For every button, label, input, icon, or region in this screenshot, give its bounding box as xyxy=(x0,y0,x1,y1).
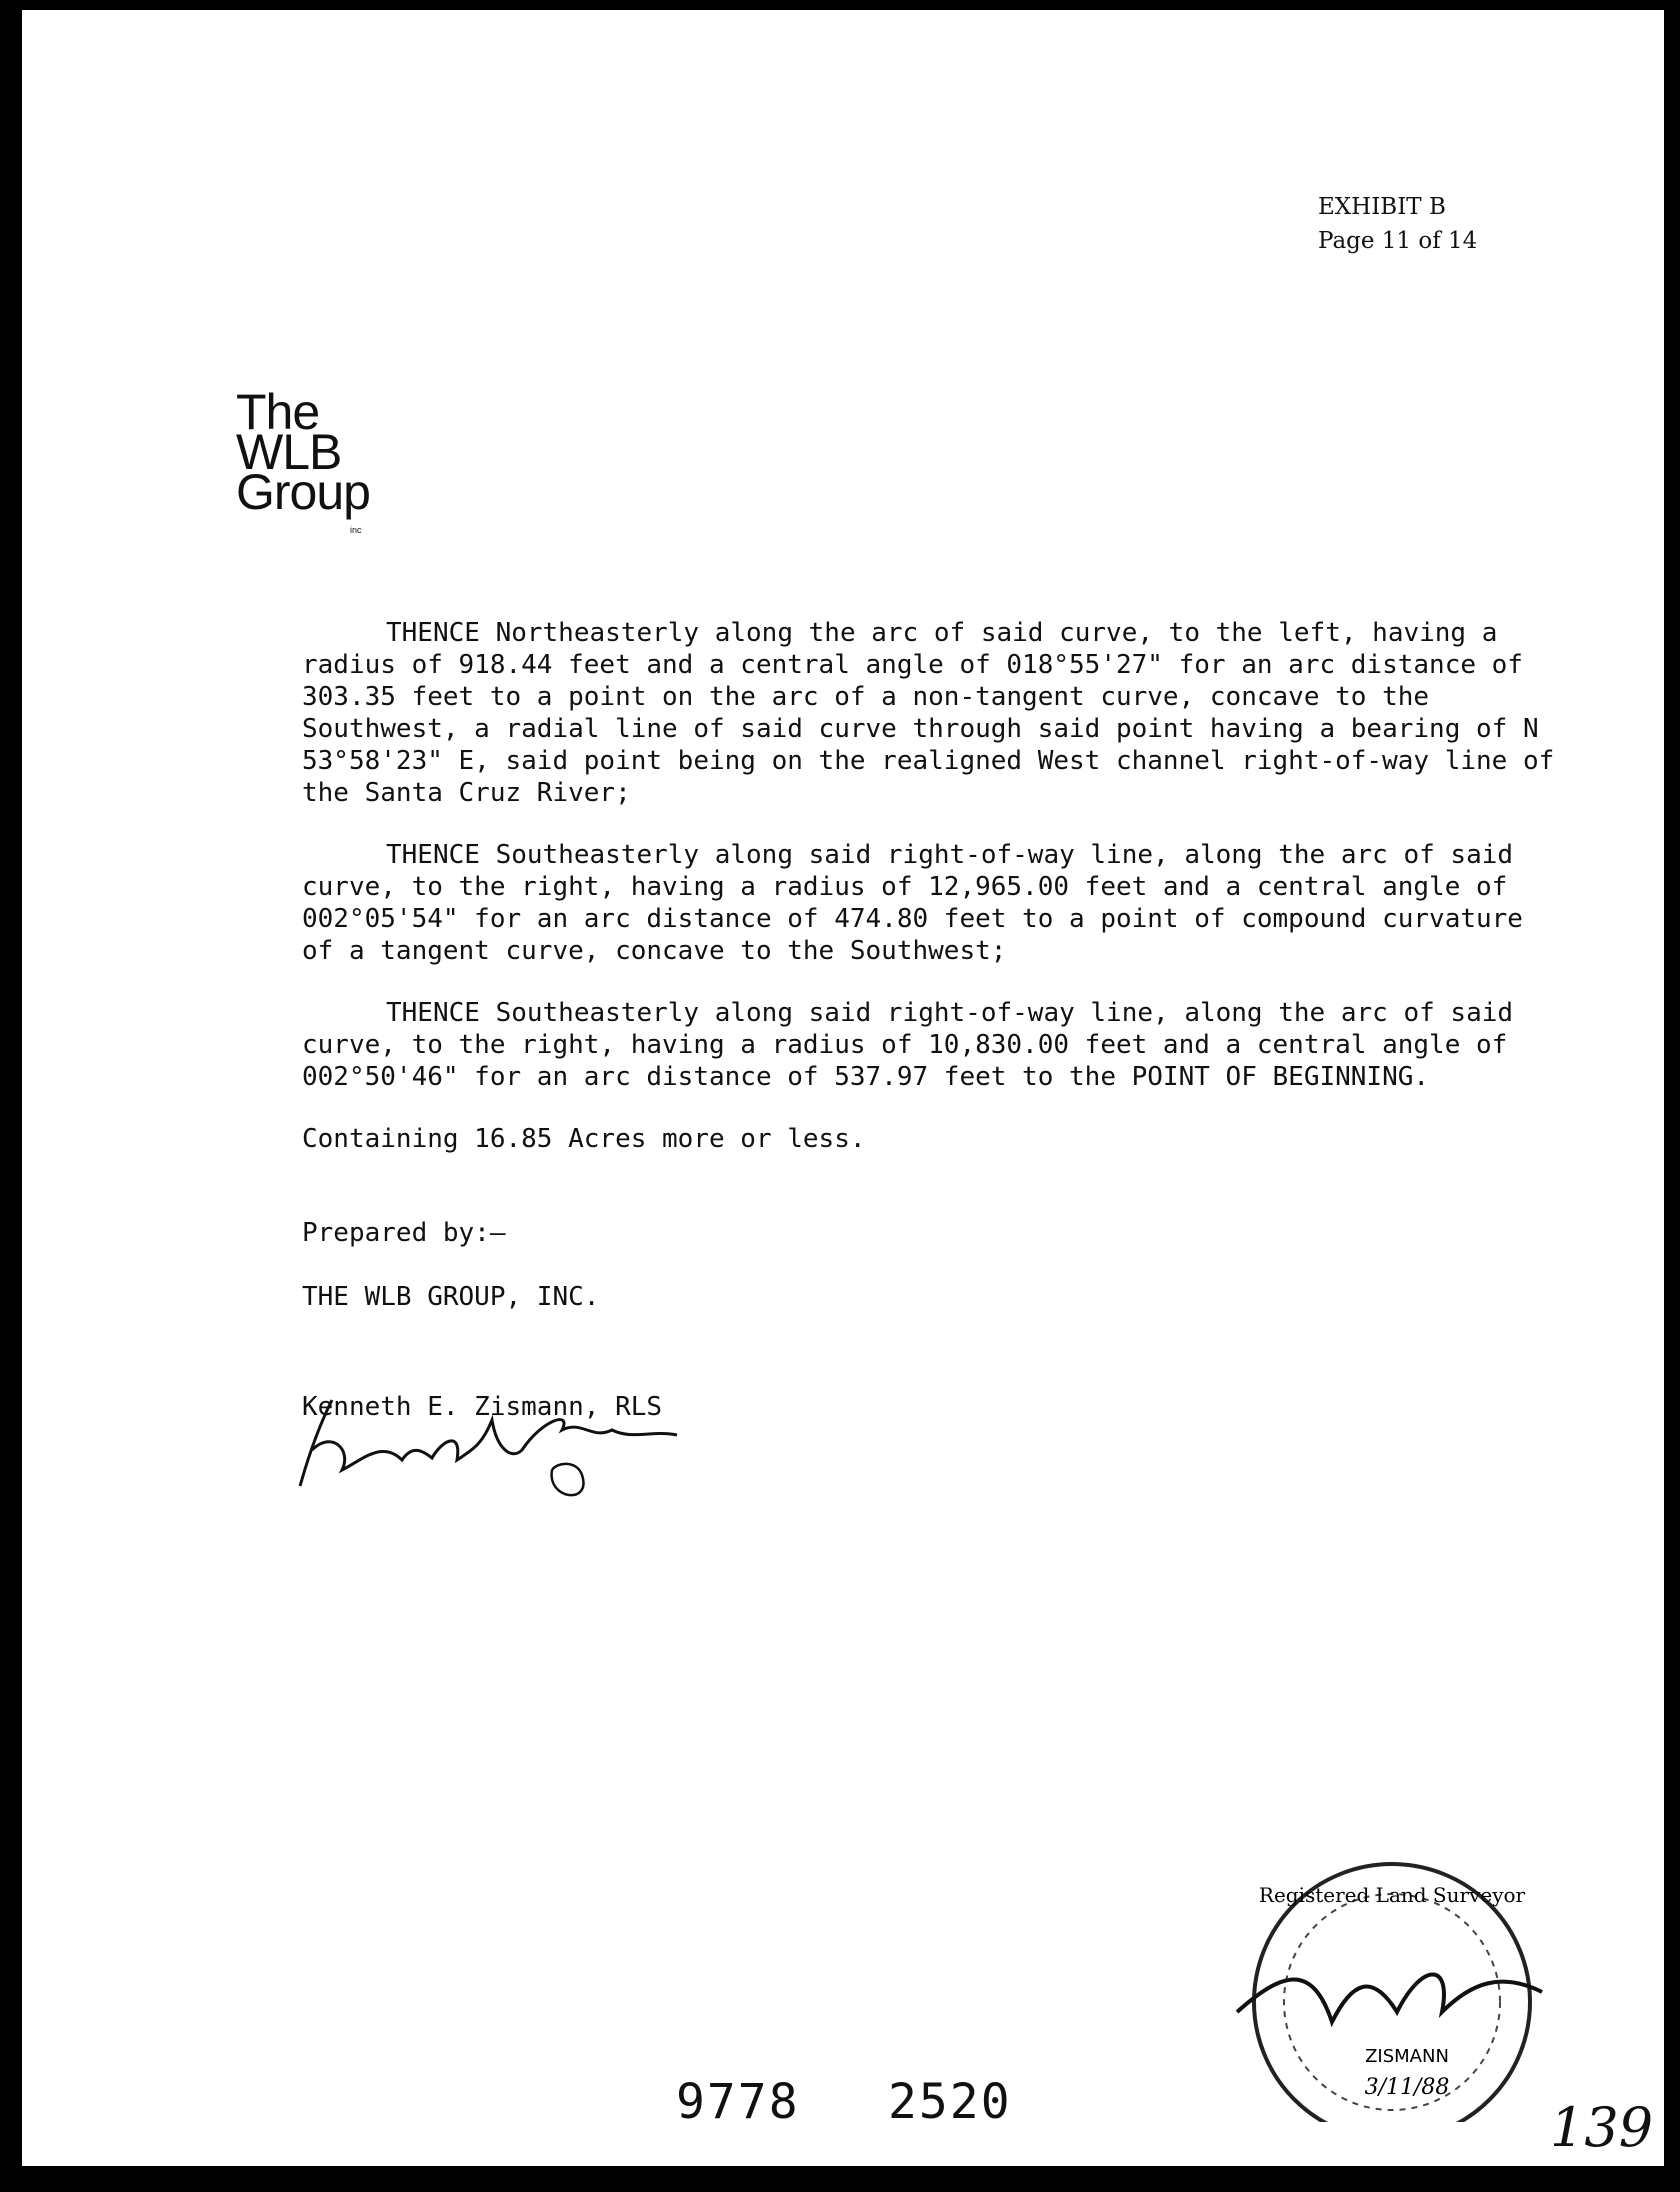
prepared-by-label: Prepared by:— xyxy=(302,1218,506,1248)
page-label: Page 11 of 14 xyxy=(1318,228,1478,254)
handwritten-page-number: 139 xyxy=(1550,2096,1654,2159)
company-logo xyxy=(236,384,370,535)
surveyor-seal xyxy=(1222,1862,1562,2122)
logo-suffix: inc xyxy=(350,525,362,535)
acreage-statement: Containing 16.85 Acres more or less. xyxy=(302,1124,866,1154)
seal-date: 3/11/88 xyxy=(1364,2075,1450,2100)
scan-border-left xyxy=(0,0,22,2192)
seal-text-top: Registered Land Surveyor xyxy=(1258,1883,1526,1907)
exhibit-label: EXHIBIT B xyxy=(1318,194,1446,220)
exhibit-header xyxy=(1318,190,1477,258)
scan-border-bottom xyxy=(0,2166,1680,2192)
paragraph-1: THENCE Northeasterly along the arc of said curve, to the left, having a radius of 918.44 feet and a central angle of 018°55'27" for an arc distance of 303.35 feet to a point on the arc of a non-tangent curve, concave to the Southwest, a radial line of said curve through said point having a bearing of N 53°58'23" E, said point being on the realigned West channel right-of-way line of the Santa Cruz River; xyxy=(302,618,1555,808)
logo-line-3: Group xyxy=(236,464,370,520)
docket-page: 2520 xyxy=(888,2074,1012,2130)
company-name: THE WLB GROUP, INC. xyxy=(302,1282,600,1312)
scan-border-top xyxy=(0,0,1680,10)
seal-name: ZISMANN xyxy=(1365,2046,1449,2067)
paragraph-3: THENCE Southeasterly along said right-of-way line, along the arc of said curve, to the right, having a radius of 10,830.00 feet and a central angle of 002°50'46" for an arc distance of 537.97 feet to the POINT OF BEGINNING. xyxy=(302,998,1514,1092)
legal-description xyxy=(302,617,1557,1449)
paragraph-2: THENCE Southeasterly along said right-of-way line, along the arc of said curve, to the right, having a radius of 12,965.00 feet and a central angle of 002°05'54" for an arc distance of 474.80 feet to a point of compound curvature of a tangent curve, concave to the Southwest; xyxy=(302,840,1523,966)
handwritten-signature xyxy=(292,1390,692,1500)
docket-number: 9778 xyxy=(676,2074,800,2130)
signer-name: Kenneth E. Zismann, RLS xyxy=(302,1392,663,1422)
seal-graphic xyxy=(1222,1862,1562,2122)
logo-line-2: WLB xyxy=(236,424,342,480)
logo-line-1: The xyxy=(236,384,320,440)
scan-border-right xyxy=(1664,0,1680,2192)
